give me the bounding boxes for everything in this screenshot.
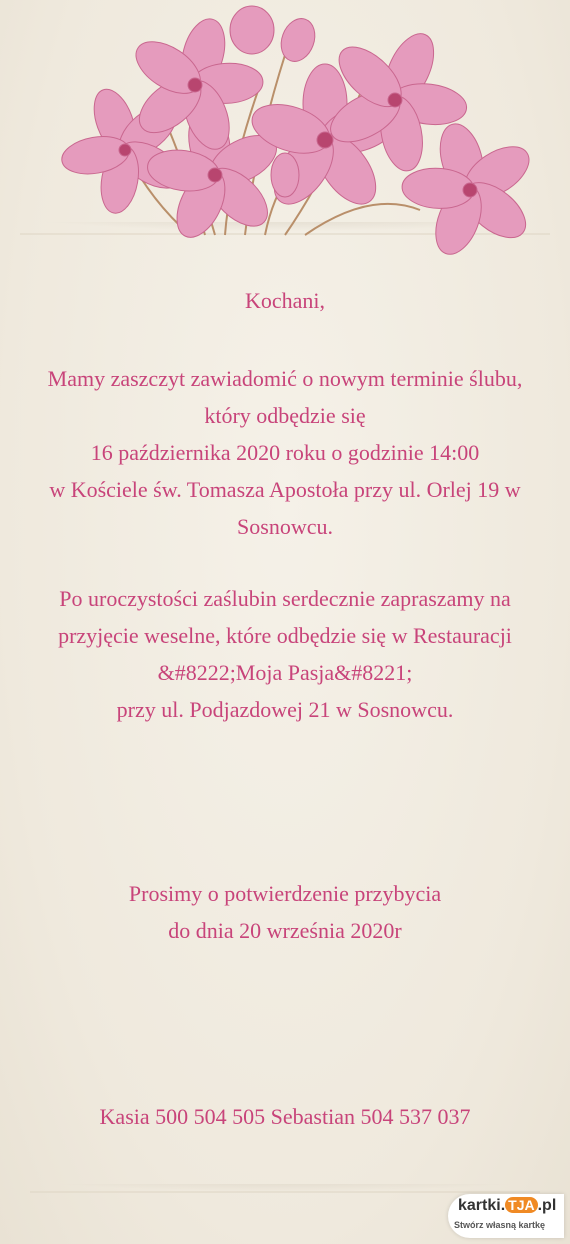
reception-line: przyjęcie weselne, które odbędzie się w Restauracji	[58, 623, 512, 648]
ceremony-date: 16 października 2020 roku o godzinie 14:00	[90, 440, 480, 465]
logo-tagline: Stwórz własną kartkę	[454, 1220, 546, 1230]
ceremony-location: w Kościele św. Tomasza Apostoła przy ul. Orlej 19 w	[49, 477, 521, 502]
greeting-text: Kochani,	[244, 288, 326, 313]
rsvp-deadline: do dnia 20 września 2020r	[168, 918, 402, 943]
kartki-logo[interactable]	[448, 1194, 564, 1238]
ceremony-location: Sosnowcu.	[237, 514, 333, 539]
contact-info	[0, 1098, 570, 1135]
reception-address: przy ul. Podjazdowej 21 w Sosnowcu.	[116, 697, 454, 722]
reception-venue: &#8222;Moja Pasja&#8221;	[157, 660, 413, 685]
reception-line: Po uroczystości zaślubin serdecznie zapraszamy na	[59, 586, 511, 611]
ceremony-line: Mamy zaszczyt zawiadomić o nowym terminie ślubu,	[47, 366, 523, 391]
logo-domain: .pl	[537, 1197, 557, 1214]
rsvp-info	[0, 875, 570, 949]
rsvp-line: Prosimy o potwierdzenie przybycia	[128, 881, 442, 906]
logo-badge: TJA	[505, 1197, 537, 1213]
logo-wordmark	[458, 1197, 556, 1215]
ceremony-line: który odbędzie się	[204, 403, 366, 428]
greeting	[0, 282, 570, 319]
reception-info	[0, 580, 570, 728]
logo-text: kartki.	[458, 1197, 506, 1214]
cherry-blossom-illustration	[40, 0, 540, 270]
ceremony-info	[0, 360, 570, 545]
contact-phones: Kasia 500 504 505 Sebastian 504 537 037	[99, 1104, 471, 1129]
